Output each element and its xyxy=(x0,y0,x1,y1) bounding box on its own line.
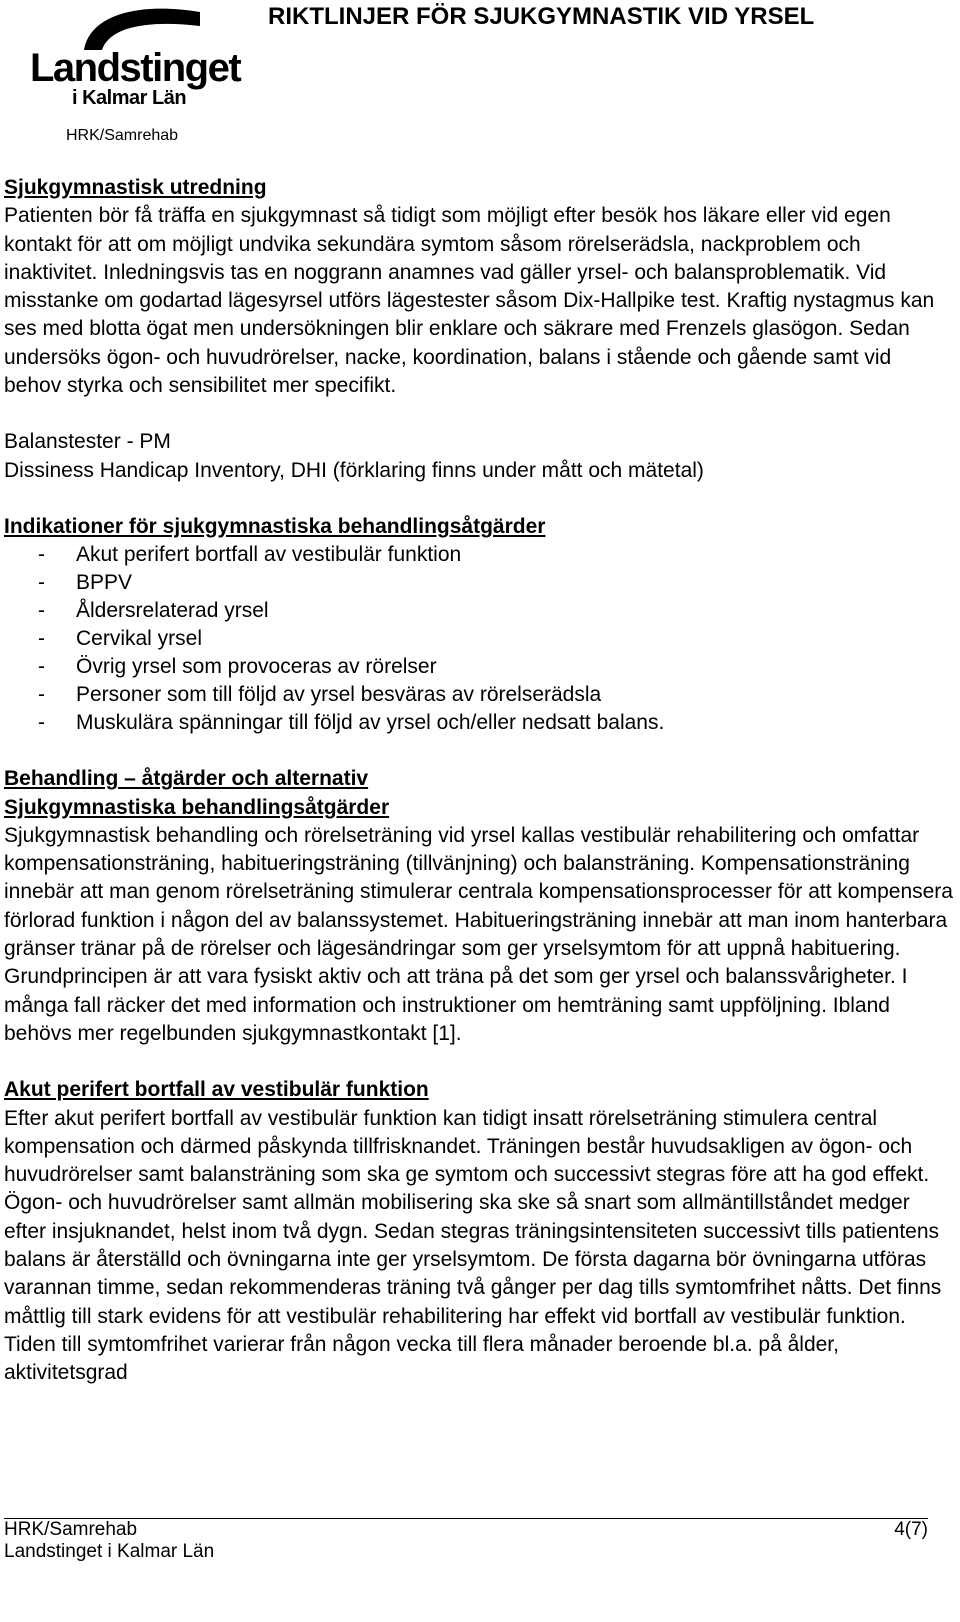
balance-tests-note: Balanstester - PM xyxy=(4,430,171,454)
document-body xyxy=(4,174,954,1388)
logo-sub-text: i Kalmar Län xyxy=(72,87,187,109)
indication-list xyxy=(4,541,954,737)
section-utredning xyxy=(4,174,954,485)
section-heading: Indikationer för sjukgymnastiska behandlingsåtgärder xyxy=(4,514,546,538)
footer-department: HRK/Samrehab xyxy=(4,1519,138,1540)
page-footer xyxy=(4,1518,928,1563)
dhi-note: Dissiness Handicap Inventory, DHI (förklaring finns under mått och mätetal) xyxy=(4,458,704,482)
page-number: 4(7) xyxy=(894,1519,928,1540)
section-indikationer xyxy=(4,513,954,737)
department-label: HRK/Samrehab xyxy=(66,127,179,144)
body-paragraph: Sjukgymnastisk behandling och rörelseträning vid yrsel kallas vestibulär rehabilitering och omfattar kompensationsträning, habitueringsträning (tillvänjning) och balansträning. Kompensationsträning innebär att man genom rörelseträning stimulerar centrala kompensationsprocesser för att kompensera förlorad funktion i någon del av balanssystemet. Habitueringsträning innebär att man inom hanterbara gränser tränar på de rörelser och lägesändringar som ger yrselsymtom för att uppnå habituering. Grundprincipen är att vara fysiskt aktiv och att träna på det som ger yrsel och balanssvårigheter. I många fall räcker det med information och instruktioner om hemträning samt uppföljning. Ibland behövs mer regelbunden sjukgymnastkontakt [1]. xyxy=(4,823,953,1045)
list-item: - Åldersrelaterad yrsel xyxy=(38,599,269,623)
list-item: - Personer som till följd av yrsel besväras av rörelserädsla xyxy=(38,683,602,707)
section-heading: Akut perifert bortfall av vestibulär funktion xyxy=(4,1078,429,1102)
section-heading: Behandling – åtgärder och alternativ xyxy=(4,767,369,791)
section-heading: Sjukgymnastisk utredning xyxy=(4,176,267,199)
list-item: - BPPV xyxy=(38,571,133,595)
list-item: - Akut perifert bortfall av vestibulär funktion xyxy=(38,543,462,567)
list-item: - Muskulära spänningar till följd av yrsel och/eller nedsatt balans. xyxy=(38,711,665,735)
list-item: - Cervikal yrsel xyxy=(38,627,203,651)
page-header xyxy=(0,0,960,160)
section-subheading: Sjukgymnastiska behandlingsåtgärder xyxy=(4,795,390,819)
landstinget-logo xyxy=(22,4,252,114)
logo-arch-icon xyxy=(80,4,204,52)
list-item: - Övrig yrsel som provoceras av rörelser xyxy=(38,655,437,679)
body-paragraph: Efter akut perifert bortfall av vestibulär funktion kan tidigt insatt rörelseträning stimulera central kompensation och därmed påskynda tillfrisknandet. Träningen består huvudsakligen av ögon- och huvudrörelser samt balansträning som ska ge symtom och successivt stegras före att ha god effekt. Ögon- och huvudrörelser samt allmän mobilisering ska ske så snart som allmäntillståndet medger efter insjuknandet, helst inom två dygn. Sedan stegras träningsintensiteten successivt tills patientens balans är återställd och övningarna inte ger yrselsymtom. De första dagarna bör övningarna utföras varannan timme, sedan rekommenderas träning två gånger per dag tills symtomfrihet nåtts. Det finns måttlig till stark evidens för att vestibulär rehabilitering har effekt vid bortfall av vestibulär funktion. Tiden till symtomfrihet varierar från någon vecka till flera månader beroende bl.a. på ålder, aktivitetsgrad xyxy=(4,1106,942,1385)
section-akut xyxy=(4,1076,954,1387)
section-behandling xyxy=(4,765,954,1048)
document-title: RIKTLINJER FÖR SJUKGYMNASTIK VID YRSEL xyxy=(268,3,815,30)
logo-main-text: Landstinget xyxy=(30,46,241,90)
body-paragraph: Patienten bör få träffa en sjukgymnast så tidigt som möjligt efter besök hos läkare eller vid egen kontakt för att om möjligt undvika sekundära symtom såsom rörelserädsla, nackproblem och inaktivitet. Inledningsvis tas en noggrann anamnes vad gäller yrsel- och balansproblematik. Vid misstanke om godartad lägesyrsel utförs lägestester såsom Dix-Hallpike test. Kraftig nystagmus kan ses med blotta ögat men undersökningen blir enklare och säkrare med Frenzels glasögon. Sedan undersöks ögon- och huvudrörelser, nacke, koordination, balans i stående och gående samt vid behov styrka och sensibilitet mer specifikt. xyxy=(4,204,935,398)
footer-organization: Landstinget i Kalmar Län xyxy=(4,1541,215,1562)
